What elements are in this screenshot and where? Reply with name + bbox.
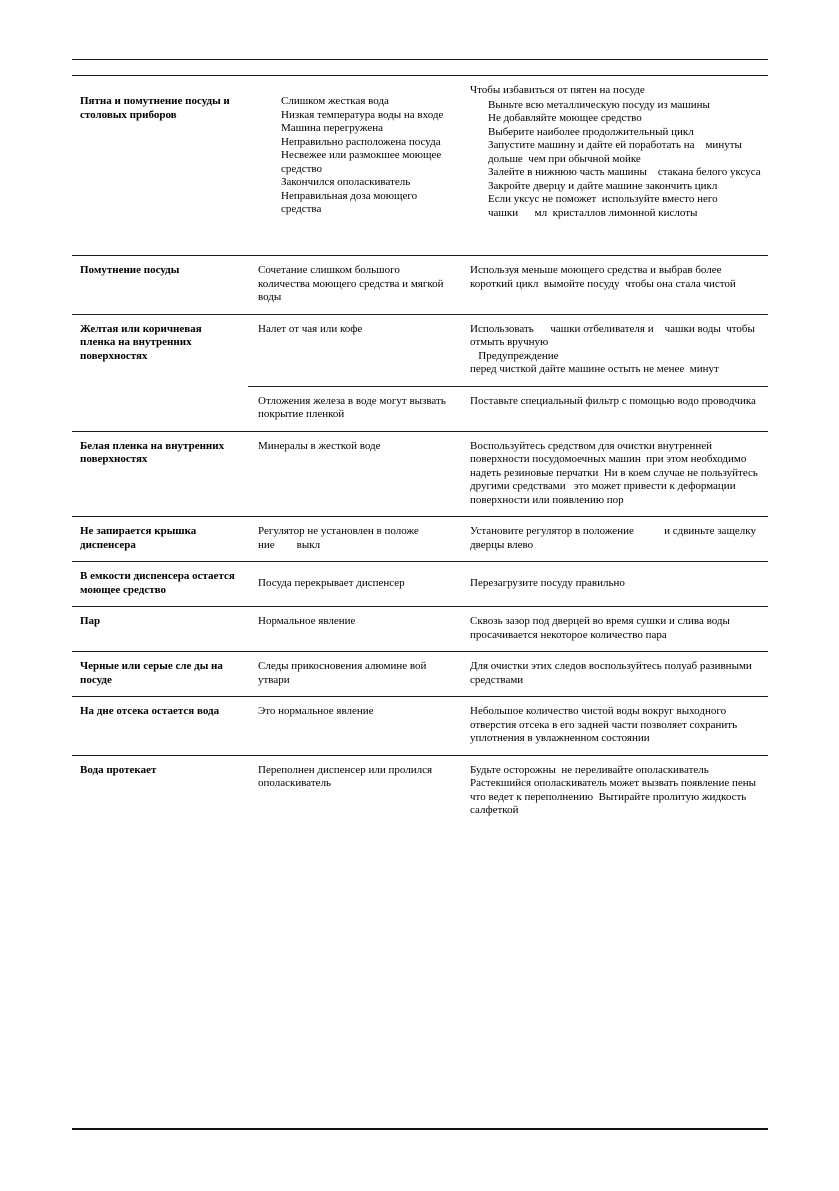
cause-cell: Нормальное явление bbox=[258, 615, 356, 627]
cause-item: Низкая температура воды на входе bbox=[281, 108, 444, 121]
top-rule bbox=[72, 59, 768, 60]
solution-item: Залейте в нижнюю часть машины стакана белого уксуса bbox=[488, 166, 761, 178]
table-row bbox=[72, 651, 768, 696]
bottom-rule bbox=[72, 1128, 768, 1130]
sub-row bbox=[248, 315, 768, 386]
table-row bbox=[72, 76, 768, 255]
problem-cell: Желтая или коричневая пленка на внутренних поверхностях bbox=[80, 322, 202, 362]
table-row bbox=[72, 606, 768, 651]
solution-line: Предупреждение bbox=[470, 349, 559, 362]
solution-cell: Будьте осторожны не переливайте ополаскиватель Растекшийся ополаскиватель может вызвать появление пены что ведет к переполнению Вытирайте пролитую жидкость салфеткой bbox=[470, 763, 759, 816]
solution-intro: Чтобы избавиться от пятен на посуде bbox=[470, 84, 645, 96]
solution-line: Использовать чашки отбеливателя и чашки воды чтобы отмыть вручную bbox=[470, 322, 755, 348]
cause-cell: Переполнен диспенсер или пролился ополаскиватель bbox=[258, 763, 433, 789]
problem-cell: В емкости диспенсера остается моющее средство bbox=[80, 570, 235, 596]
solution-item: Выберите наиболее продолжительный цикл bbox=[488, 125, 694, 138]
solution-item: Выньте всю металлическую посуду из машины bbox=[488, 98, 710, 111]
cause-cell: Отложения железа в воде могут вызвать покрытие пленкой bbox=[258, 394, 446, 420]
problem-cell: Вода протекает bbox=[80, 763, 157, 776]
problem-cell: Пятна и помутнение посуды и столовых приборов bbox=[80, 95, 230, 121]
solution-cell: Используя меньше моющего средства и выбрав более короткий цикл вымойте посуду чтобы она стала чистой bbox=[470, 264, 736, 290]
cause-item: Неправильная доза моющего средства bbox=[281, 189, 418, 215]
problem-cell: Пар bbox=[80, 615, 101, 627]
cause-cell: Посуда перекрывает диспенсер bbox=[258, 577, 405, 589]
sub-row bbox=[248, 386, 768, 431]
problem-cell: Помутнение посуды bbox=[80, 264, 180, 276]
cause-cell: Это нормальное явление bbox=[258, 705, 374, 717]
solution-cell: Воспользуйтесь средством для очистки внутренней поверхности посудомоечных машин при этом необходимо надеть резиновые перчатки Ни в коем случае не пользуйтесь другими средствами это может привести к деформации поверхности или появлению пор bbox=[470, 439, 758, 506]
cause-cell: Налет от чая или кофе bbox=[258, 322, 363, 335]
solution-cell: Установите регулятор в положение и сдвиньте защелку дверцы влево bbox=[470, 525, 756, 551]
cause-cell: Регулятор не установлен в положе ние выкл bbox=[258, 525, 419, 551]
table-row bbox=[72, 561, 768, 606]
table-row bbox=[72, 314, 768, 431]
problem-cell: Белая пленка на внутренних поверхностях bbox=[80, 439, 225, 465]
sub-rows bbox=[248, 315, 768, 431]
problem-cell: На дне отсека остается вода bbox=[80, 705, 220, 717]
solution-cell: Сквозь зазор под дверцей во время сушки и слива воды просачивается некоторое количество пара bbox=[470, 615, 730, 641]
table-row bbox=[72, 696, 768, 755]
solution-cell: Для очистки этих следов воспользуйтесь полуаб разивными средствами bbox=[470, 660, 752, 686]
cause-item: Несвежее или размокшее моющее средство bbox=[281, 149, 442, 175]
cause-item: Слишком жесткая вода bbox=[281, 95, 389, 107]
cause-item: Неправильно расположена посуда bbox=[281, 135, 441, 148]
solution-item: Запустите машину и дайте ей поработать на минуты дольше чем при обычной мойке bbox=[488, 139, 742, 165]
solution-cell: Поставьте специальный фильтр с помощью водо проводчика bbox=[470, 394, 756, 407]
table-row bbox=[72, 516, 768, 561]
solution-line: перед чисткой дайте машине остыть не менее минут bbox=[470, 363, 719, 375]
problem-cell: Не запирается крышка диспенсера bbox=[80, 525, 197, 551]
cause-cell: Следы прикосновения алюмине вой утвари bbox=[258, 660, 427, 686]
solution-cell: Небольшое количество чистой воды вокруг выходного отверстия отсека в его задней части позволяет сохранить уплотнения в увлажненном состоянии bbox=[470, 705, 738, 744]
solution-cell bbox=[464, 315, 768, 386]
cause-item: Закончился ополаскиватель bbox=[281, 176, 411, 188]
solution-item: Не добавляйте моющее средство bbox=[488, 112, 642, 124]
table-row bbox=[72, 255, 768, 314]
problem-cell: Черные или серые сле ды на посуде bbox=[80, 660, 223, 686]
solution-cell bbox=[464, 76, 768, 229]
solution-item: Закройте дверцу и дайте машине закончить цикл bbox=[488, 179, 718, 192]
cause-item: Машина перегружена bbox=[281, 122, 384, 134]
cause-cell: Минералы в жесткой воде bbox=[258, 439, 381, 452]
cause-cell bbox=[248, 76, 464, 229]
table-row bbox=[72, 431, 768, 517]
table-row bbox=[72, 755, 768, 827]
solution-item: Если уксус не поможет используйте вместо него чашки мл кристаллов лимонной кислоты bbox=[488, 193, 718, 219]
solution-cell: Перезагрузите посуду правильно bbox=[470, 577, 625, 589]
cause-cell: Сочетание слишком большого количества моющего средства и мягкой воды bbox=[258, 264, 444, 303]
troubleshooting-table bbox=[72, 75, 768, 827]
